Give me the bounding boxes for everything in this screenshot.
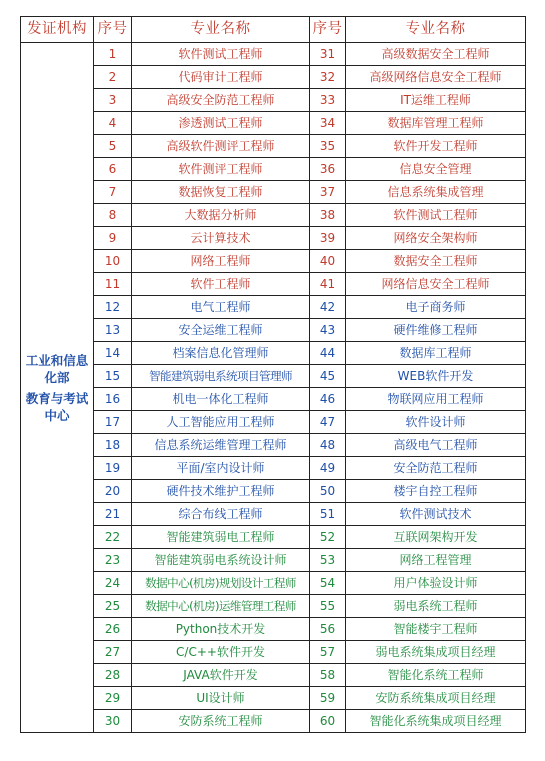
profession-name-left: 电气工程师 [132,296,310,319]
table-row [21,549,526,572]
profession-name-right: 物联网应用工程师 [346,388,526,411]
row-number-right: 32 [310,66,346,89]
profession-name-left: 软件测评工程师 [132,158,310,181]
row-number-left: 19 [94,457,132,480]
row-number-left: 2 [94,66,132,89]
row-number-left: 30 [94,710,132,733]
table-row [21,365,526,388]
row-number-left: 25 [94,595,132,618]
profession-name-right: IT运维工程师 [346,89,526,112]
profession-name-right: 高级数据安全工程师 [346,43,526,66]
profession-name-left: 网络工程师 [132,250,310,273]
table-row [21,227,526,250]
table-row [21,480,526,503]
org-name-line-1: 工业和信息 [25,352,89,368]
row-number-right: 56 [310,618,346,641]
profession-name-right: 硬件维修工程师 [346,319,526,342]
row-number-right: 44 [310,342,346,365]
profession-name-right: 信息系统集成管理 [346,181,526,204]
profession-name-right: 电子商务师 [346,296,526,319]
professions-table-container [20,16,526,733]
row-number-left: 20 [94,480,132,503]
profession-name-right: 数据库工程师 [346,342,526,365]
profession-name-right: 数据安全工程师 [346,250,526,273]
profession-name-left: 信息系统运维管理工程师 [132,434,310,457]
profession-name-right: 智能化系统集成项目经理 [346,710,526,733]
table-row [21,181,526,204]
profession-name-right: 智能楼宇工程师 [346,618,526,641]
table-row [21,43,526,66]
row-number-right: 38 [310,204,346,227]
profession-name-right: 软件开发工程师 [346,135,526,158]
row-number-right: 57 [310,641,346,664]
profession-name-right: 安防系统集成项目经理 [346,687,526,710]
row-number-left: 26 [94,618,132,641]
header-number-2: 序号 [310,17,346,43]
profession-name-right: 互联网架构开发 [346,526,526,549]
row-number-left: 10 [94,250,132,273]
profession-name-right: WEB软件开发 [346,365,526,388]
issuing-org-cell [21,43,94,733]
row-number-left: 15 [94,365,132,388]
profession-name-left: 云计算技术 [132,227,310,250]
profession-name-right: 数据库管理工程师 [346,112,526,135]
row-number-right: 46 [310,388,346,411]
row-number-right: 34 [310,112,346,135]
table-row [21,664,526,687]
profession-name-left: 机电一体化工程师 [132,388,310,411]
row-number-left: 8 [94,204,132,227]
table-row [21,158,526,181]
profession-name-right: 用户体验设计师 [346,572,526,595]
profession-name-left: UI设计师 [132,687,310,710]
profession-name-left: 软件工程师 [132,273,310,296]
row-number-left: 1 [94,43,132,66]
row-number-left: 6 [94,158,132,181]
row-number-right: 40 [310,250,346,273]
row-number-right: 50 [310,480,346,503]
profession-name-left: 平面/室内设计师 [132,457,310,480]
table-row [21,411,526,434]
profession-name-right: 网络信息安全工程师 [346,273,526,296]
profession-name-right: 高级网络信息安全工程师 [346,66,526,89]
table-row [21,112,526,135]
header-number: 序号 [94,17,132,43]
profession-name-right: 高级电气工程师 [346,434,526,457]
profession-name-left: 软件测试工程师 [132,43,310,66]
row-number-right: 41 [310,273,346,296]
profession-name-left: 数据中心(机房)运维管理工程师 [132,595,310,618]
row-number-left: 17 [94,411,132,434]
table-row [21,572,526,595]
row-number-left: 3 [94,89,132,112]
header-profession-name: 专业名称 [132,17,310,43]
professions-table [20,16,526,733]
row-number-right: 54 [310,572,346,595]
profession-name-left: 智能建筑弱电系统设计师 [132,549,310,572]
profession-name-left: 高级安全防范工程师 [132,89,310,112]
table-row [21,526,526,549]
profession-name-left: 档案信息化管理师 [132,342,310,365]
profession-name-right: 弱电系统工程师 [346,595,526,618]
profession-name-left: 数据中心(机房)规划设计工程师 [132,572,310,595]
profession-name-right: 网络工程管理 [346,549,526,572]
row-number-left: 24 [94,572,132,595]
profession-name-left: JAVA软件开发 [132,664,310,687]
table-row [21,342,526,365]
table-body [21,43,526,733]
table-row [21,319,526,342]
profession-name-right: 网络安全架构师 [346,227,526,250]
row-number-right: 42 [310,296,346,319]
row-number-left: 16 [94,388,132,411]
row-number-left: 4 [94,112,132,135]
row-number-left: 29 [94,687,132,710]
profession-name-left: 安防系统工程师 [132,710,310,733]
header-profession-name-2: 专业名称 [346,17,526,43]
row-number-left: 28 [94,664,132,687]
row-number-right: 36 [310,158,346,181]
row-number-right: 60 [310,710,346,733]
table-row [21,250,526,273]
profession-name-left: 大数据分析师 [132,204,310,227]
row-number-right: 55 [310,595,346,618]
profession-name-right: 弱电系统集成项目经理 [346,641,526,664]
row-number-left: 5 [94,135,132,158]
profession-name-left: Python技术开发 [132,618,310,641]
table-row [21,641,526,664]
table-row [21,503,526,526]
row-number-right: 39 [310,227,346,250]
profession-name-left: 代码审计工程师 [132,66,310,89]
profession-name-right: 软件设计师 [346,411,526,434]
row-number-left: 11 [94,273,132,296]
profession-name-left: 高级软件测评工程师 [132,135,310,158]
table-row [21,710,526,733]
row-number-right: 49 [310,457,346,480]
org-name-line-3: 教育与考试 [25,390,89,406]
table-row [21,89,526,112]
profession-name-left: 人工智能应用工程师 [132,411,310,434]
table-row [21,457,526,480]
table-row [21,135,526,158]
profession-name-right: 软件测试工程师 [346,204,526,227]
profession-name-left: C/C++软件开发 [132,641,310,664]
row-number-right: 59 [310,687,346,710]
row-number-right: 58 [310,664,346,687]
row-number-right: 35 [310,135,346,158]
row-number-left: 7 [94,181,132,204]
row-number-left: 27 [94,641,132,664]
profession-name-left: 数据恢复工程师 [132,181,310,204]
row-number-left: 18 [94,434,132,457]
row-number-right: 47 [310,411,346,434]
org-name-line-2: 化部 [44,369,70,385]
table-row [21,66,526,89]
profession-name-right: 软件测试技术 [346,503,526,526]
profession-name-right: 信息安全管理 [346,158,526,181]
header-org: 发证机构 [21,17,94,43]
row-number-right: 33 [310,89,346,112]
row-number-left: 9 [94,227,132,250]
row-number-left: 21 [94,503,132,526]
row-number-left: 14 [94,342,132,365]
table-row [21,618,526,641]
row-number-left: 23 [94,549,132,572]
row-number-right: 51 [310,503,346,526]
profession-name-right: 安全防范工程师 [346,457,526,480]
table-row [21,434,526,457]
profession-name-left: 安全运维工程师 [132,319,310,342]
profession-name-left: 渗透测试工程师 [132,112,310,135]
row-number-right: 31 [310,43,346,66]
table-row [21,296,526,319]
org-name-line-4: 中心 [44,407,70,423]
profession-name-right: 楼宇自控工程师 [346,480,526,503]
row-number-left: 22 [94,526,132,549]
profession-name-right: 智能化系统工程师 [346,664,526,687]
row-number-right: 45 [310,365,346,388]
row-number-right: 53 [310,549,346,572]
table-row [21,273,526,296]
row-number-right: 48 [310,434,346,457]
row-number-right: 52 [310,526,346,549]
row-number-left: 13 [94,319,132,342]
table-row [21,687,526,710]
table-row [21,204,526,227]
row-number-left: 12 [94,296,132,319]
profession-name-left: 智能建筑弱电系统项目管理师 [132,365,310,388]
profession-name-left: 硬件技术维护工程师 [132,480,310,503]
table-header-row [21,17,526,43]
row-number-right: 43 [310,319,346,342]
profession-name-left: 智能建筑弱电工程师 [132,526,310,549]
row-number-right: 37 [310,181,346,204]
table-row [21,595,526,618]
profession-name-left: 综合布线工程师 [132,503,310,526]
table-row [21,388,526,411]
